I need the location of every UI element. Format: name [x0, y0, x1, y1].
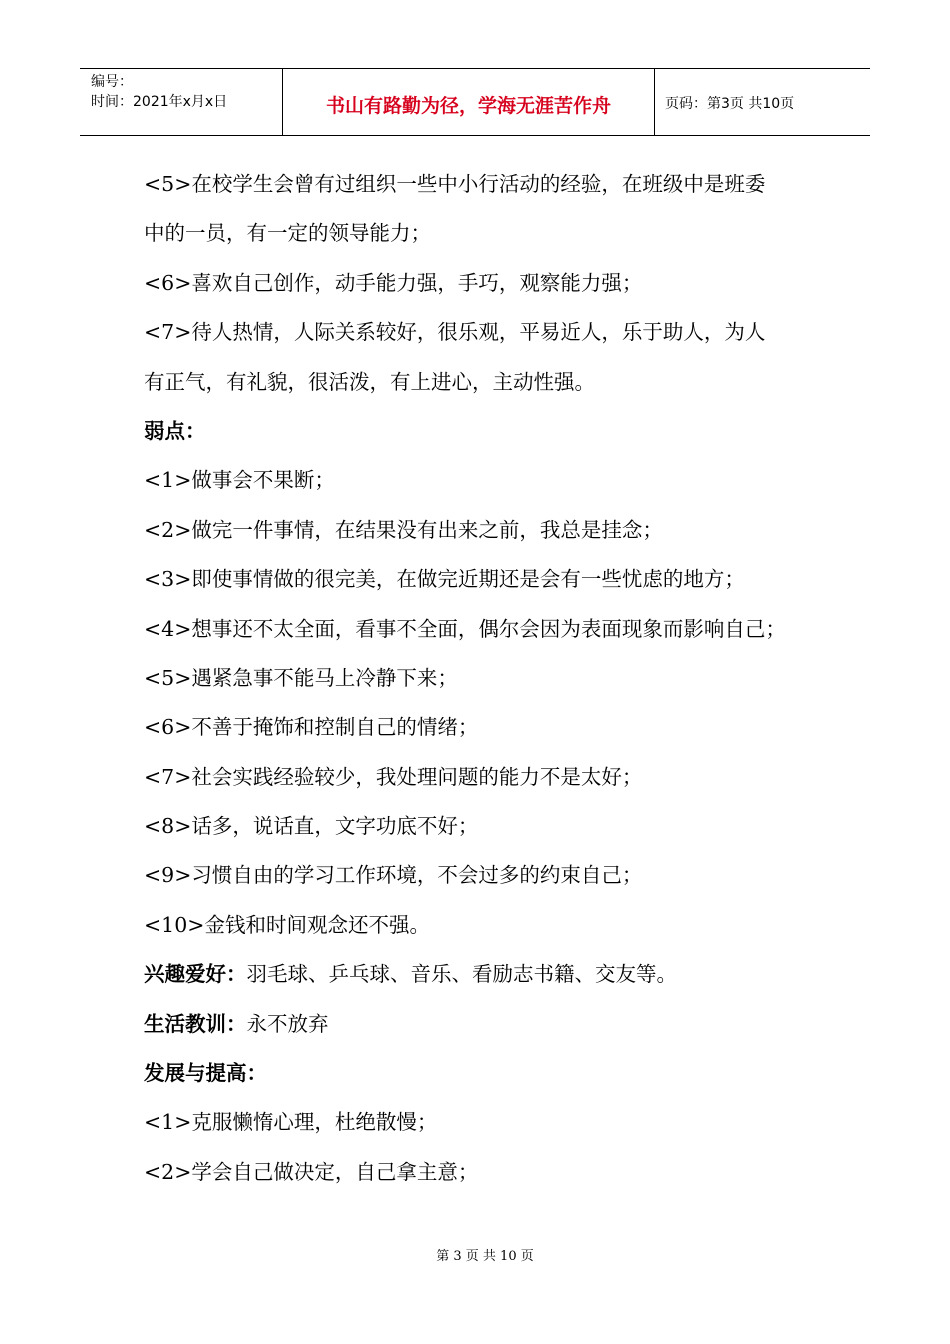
body-line: 中的一员，有一定的领导能力；: [144, 221, 431, 246]
body-line: 有正气，有礼貌，很活泼，有上进心，主动性强。: [144, 369, 595, 394]
hobby-line: [144, 950, 834, 999]
lesson-label: 生活教训：: [144, 1011, 247, 1036]
header-number-label: 编号：: [91, 74, 133, 90]
development-item: <1>克服懒惰心理，杜绝散慢；: [144, 1110, 438, 1135]
body-line: <5>在校学生会曾有过组织一些中小行活动的经验，在班级中是班委: [144, 172, 766, 196]
body-line: <6>喜欢自己创作，动手能力强，手巧，观察能力强；: [144, 270, 643, 295]
hobby-label: 兴趣爱好：: [144, 962, 247, 987]
development-heading: 发展与提高：: [144, 1061, 267, 1086]
weakness-item: <4>想事还不太全面，看事不全面，偶尔会因为表面现象而影响自己；: [144, 616, 786, 641]
hobby-text: 羽毛球、乒乓球、音乐、看励志书籍、交友等。: [246, 962, 677, 987]
weakness-item: <6>不善于掩饰和控制自己的情绪；: [144, 715, 479, 740]
weakness-item: <7>社会实践经验较少，我处理问题的能力不是太好；: [144, 764, 643, 789]
weakness-item: <8>话多，说话直，文字功底不好；: [144, 814, 479, 839]
weakness-item: <1>做事会不果断；: [144, 468, 335, 493]
weakness-item: <10>金钱和时间观念还不强。: [144, 912, 430, 937]
header-time: 时间：2021年x月x日: [91, 94, 228, 110]
lesson-text: 永不放弃: [246, 1011, 329, 1036]
weakness-item: <2>做完一件事情，在结果没有出来之前，我总是挂念；: [144, 517, 663, 542]
body-line: <7>待人热情，人际关系较好，很乐观，平易近人，乐于助人，为人: [144, 320, 766, 345]
development-item: <2>学会自己做决定，自己拿主意；: [144, 1159, 479, 1184]
document-body: [144, 160, 834, 1197]
header-motto: 书山有路勤为径，学海无涯苦作舟: [283, 69, 655, 135]
lesson-line: [144, 1000, 834, 1049]
page-header: [80, 68, 870, 136]
weakness-item: <9>习惯自由的学习工作环境，不会过多的约束自己；: [144, 863, 643, 888]
page-footer: 第 3 页 共 10 页: [436, 1249, 534, 1264]
header-page-info: 页码：第3页 共10页: [665, 96, 795, 112]
weakness-item: <5>遇紧急事不能马上冷静下来；: [144, 665, 458, 690]
weakness-heading: 弱点：: [144, 418, 206, 443]
header-meta: [80, 69, 283, 135]
weakness-item: <3>即使事情做的很完美，在做完近期还是会有一些忧虑的地方；: [144, 567, 745, 592]
